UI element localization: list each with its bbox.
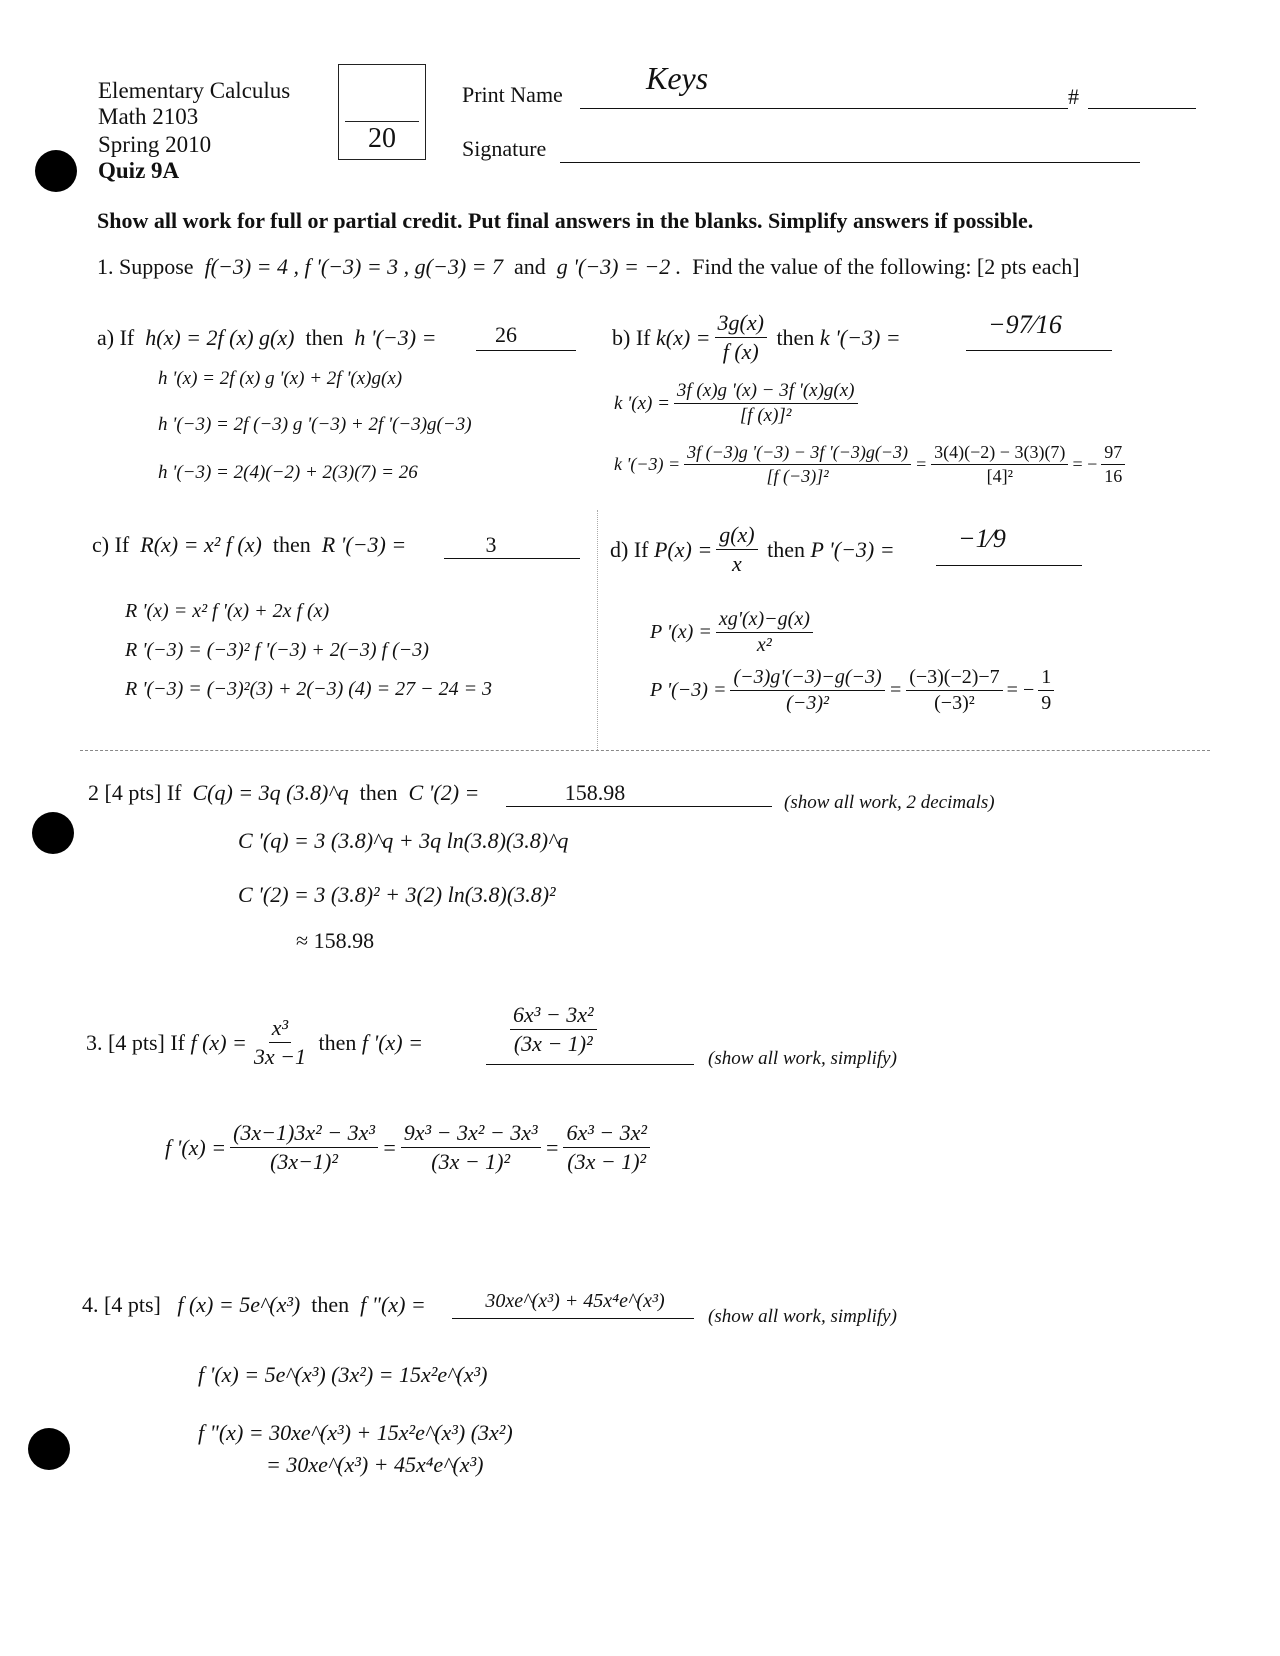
q1a-work-1: h '(x) = 2f (x) g '(x) + 2f '(x)g(x) — [158, 368, 403, 389]
q1a-work-3: h '(−3) = 2(4)(−2) + 2(3)(7) = 26 — [158, 462, 418, 483]
q3-question: 3. [4 pts] If f (x) = $\frac{\text{x³}}{3x -1}$ then f '(x) = — [86, 1015, 423, 1069]
q4-answer: 30xe^(x³) + 45x⁴e^(x³) — [485, 1290, 665, 1312]
q2-work-2: C '(2) = 3 (3.8)² + 3(2) ln(3.8)(3.8)² — [238, 882, 556, 907]
q1d-answer-line — [936, 565, 1082, 566]
q1a-question: a) If h(x) = 2f (x) g(x) then h '(−3) = — [97, 325, 437, 350]
print-name-value: Keys — [646, 60, 709, 96]
q1d-question: d) If P(x) = $\frac{g(x)}{x}$ then P '(−3) = — [610, 522, 895, 576]
q2-answer-line — [506, 806, 772, 807]
term: Spring 2010 — [98, 132, 212, 157]
signature-line — [560, 162, 1140, 163]
q1b-answer-line — [966, 350, 1112, 351]
punch-hole-middle — [32, 812, 74, 854]
q2-note: (show all work, 2 decimals) — [784, 792, 995, 813]
q1b-work-2: k '(−3) = $\frac{3f (-3)g '(-3) - 3f '(-3)g(-3)}{\text{[f (−3)]²}}$ = $\frac{3(4)(-2) - 3(3)(7)}{\text{[4]²}}$ = − $\frac{97}{16}$ — [614, 442, 1129, 487]
q1c-work-2: R '(−3) = (−3)² f '(−3) + 2(−3) f (−3) — [125, 639, 429, 661]
course-title: Elementary Calculus — [98, 78, 291, 103]
q2-work-3: ≈ 158.98 — [296, 928, 375, 953]
q1c-work-1: R '(x) = x² f '(x) + 2x f (x) — [125, 600, 330, 622]
q1a-answer: 26 — [495, 322, 517, 347]
quiz-title: Quiz 9A — [98, 158, 180, 183]
punch-hole-bottom — [28, 1428, 70, 1470]
q4-question: 4. [4 pts] f (x) = 5e^(x³) then f "(x) = — [82, 1292, 426, 1317]
q1d-work-1: P '(x) = $\frac{xg'(x)-g(x)}{\text{x²}}$ — [650, 608, 817, 657]
column-divider — [597, 510, 598, 750]
q1c-question: c) If R(x) = x² f (x) then R '(−3) = — [92, 532, 407, 557]
section-divider — [80, 750, 1210, 751]
signature-label: Signature — [462, 136, 547, 161]
number-line — [1088, 108, 1196, 109]
punch-hole-top — [35, 150, 77, 192]
q1b-answer: −97⁄16 — [988, 310, 1062, 339]
q1b-question: b) If k(x) = $\frac{3g(x)}{f (x)}$ then k '(−3) = — [612, 310, 901, 364]
number-label: # — [1068, 84, 1079, 109]
q4-work-3: = 30xe^(x³) + 45x⁴e^(x³) — [266, 1452, 484, 1477]
q1a-answer-line — [476, 350, 576, 351]
q4-work-1: f '(x) = 5e^(x³) (3x²) = 15x²e^(x³) — [198, 1362, 488, 1387]
course-number: Math 2103 — [98, 104, 199, 129]
q1c-work-3: R '(−3) = (−3)²(3) + 2(−3) (4) = 27 − 24 = 3 — [125, 678, 493, 700]
q4-note: (show all work, simplify) — [708, 1306, 897, 1327]
q1d-answer: −1⁄9 — [958, 524, 1006, 553]
print-name-line — [580, 108, 1068, 109]
q1c-answer: 3 — [485, 532, 497, 557]
q1d-work-2: P '(−3) = $\frac{(-3)g'(-3)-g(-3)}{\text{(−3)²}}$ = $\frac{(-3)(-2)-7}{\text{(−3)²}}$ = − $\frac{1}{9}$ — [650, 666, 1058, 715]
q1a-work-2: h '(−3) = 2f (−3) g '(−3) + 2f '(−3)g(−3) — [158, 414, 472, 435]
q3-answer: $\frac{\text{6x³ − 3x²}}{\text{(3x − 1)²}}$ — [506, 1002, 601, 1057]
q2-question: 2 [4 pts] If C(q) = 3q (3.8)^q then C '(2) = — [88, 780, 480, 805]
print-name-label: Print Name — [462, 82, 563, 107]
q4-answer-line — [452, 1318, 694, 1319]
score-value: 20 — [368, 123, 396, 154]
q3-note: (show all work, simplify) — [708, 1048, 897, 1069]
q2-work-1: C '(q) = 3 (3.8)^q + 3q ln(3.8)(3.8)^q — [238, 828, 569, 853]
q3-answer-line — [486, 1064, 694, 1065]
q1-prompt: 1. Suppose f(−3) = 4 , f '(−3) = 3 , g(−3) = 7 and g '(−3) = −2 . Find the value of the following: [2 pts each] — [97, 254, 1080, 279]
q3-work: f '(x) = $\frac{\text{(3x−1)3x² − 3x³}}{\text{(3x−1)²}}$ = $\frac{\text{9x³ − 3x² − 3x³}}{\text{(3x − 1)²}}$ = $\frac{\text{6x³ − 3x²}}{\text{(3x − 1)²}}$ — [165, 1120, 654, 1175]
q4-work-2: f "(x) = 30xe^(x³) + 15x²e^(x³) (3x²) — [198, 1420, 513, 1445]
instructions: Show all work for full or partial credit. Put final answers in the blanks. Simplify answers if possible. — [97, 208, 1034, 233]
q1b-work-1: k '(x) = $\frac{3f (x)g '(x) - 3f '(x)g(x)}{\text{[f (x)]²}}$ — [614, 380, 862, 427]
score-box — [338, 64, 426, 160]
q1c-answer-line — [444, 558, 580, 559]
q2-answer: 158.98 — [564, 780, 626, 805]
